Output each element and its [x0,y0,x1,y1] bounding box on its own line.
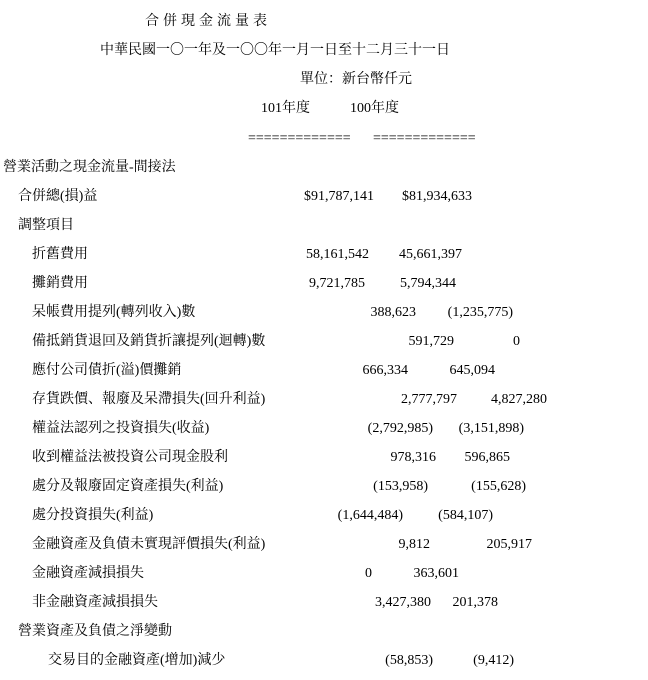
row-label: 折舊費用 [32,247,88,262]
row-value-100: 205,917 [486,537,532,552]
row-label: 攤銷費用 [32,276,88,291]
column-header-101: 101年度 [261,101,310,116]
row-value-101: 666,334 [362,363,408,378]
row-value-100: (1,235,775) [447,305,513,320]
column-header-100: 100年度 [350,101,399,116]
row-label: 備抵銷貨退回及銷貨折讓提列(迴轉)數 [32,334,266,349]
row-value-101: 3,427,380 [375,595,431,610]
row-value-100: (3,151,898) [458,421,524,436]
row-value-100: 201,378 [452,595,498,610]
row-value-101: (1,644,484) [337,508,403,523]
row-value-101: (2,792,985) [367,421,433,436]
column-rule-100: ============= [373,131,476,146]
row-value-100: 5,794,344 [400,276,456,291]
row-label: 營業資產及負債之淨變動 [18,624,172,639]
row-value-100: 45,661,397 [399,247,462,262]
period-heading: 中華民國一〇一年及一〇〇年一月一日至十二月三十一日 [100,43,450,58]
row-label: 存貨跌價、報廢及呆滯損失(回升利益) [32,392,266,407]
row-value-100: 645,094 [449,363,495,378]
row-label: 金融資產及負債未實現評價損失(利益) [32,537,266,552]
row-value-101: (153,958) [373,479,428,494]
column-rule-101: ============= [248,131,351,146]
row-label: 合併總(損)益 [18,189,98,204]
row-label: 處分及報廢固定資產損失(利益) [32,479,224,494]
row-value-101: 9,721,785 [309,276,365,291]
row-value-101: 0 [365,566,372,581]
row-label: 處分投資損失(利益) [32,508,154,523]
row-label: 非金融資產減損損失 [32,595,158,610]
row-label: 應付公司債折(溢)價攤銷 [32,363,182,378]
row-value-100: (155,628) [471,479,526,494]
row-value-101: 58,161,542 [306,247,369,262]
row-value-101: $91,787,141 [304,189,374,204]
row-label: 權益法認列之投資損失(收益) [32,421,210,436]
row-value-100: $81,934,633 [402,189,472,204]
row-label: 金融資產減損損失 [32,566,144,581]
row-value-100: (584,107) [438,508,493,523]
row-value-100: 363,601 [413,566,459,581]
row-label: 呆帳費用提列(轉列收入)數 [32,305,196,320]
row-label: 收到權益法被投資公司現金股利 [32,450,228,465]
row-value-101: 978,316 [390,450,436,465]
row-value-100: 4,827,280 [491,392,547,407]
section-heading: 營業活動之現金流量-間接法 [3,160,176,175]
row-value-101: (58,853) [385,653,433,668]
row-value-101: 591,729 [408,334,454,349]
row-value-100: (9,412) [473,653,514,668]
unit-label: 單位：新台幣仟元 [300,72,412,87]
row-label: 調整項目 [18,218,74,233]
row-value-101: 9,812 [398,537,430,552]
row-value-101: 388,623 [370,305,416,320]
statement-title: 合併現金流量表 [145,14,271,29]
row-label: 交易目的金融資產(增加)減少 [48,653,226,668]
row-value-100: 0 [513,334,520,349]
row-value-101: 2,777,797 [401,392,457,407]
row-value-100: 596,865 [464,450,510,465]
